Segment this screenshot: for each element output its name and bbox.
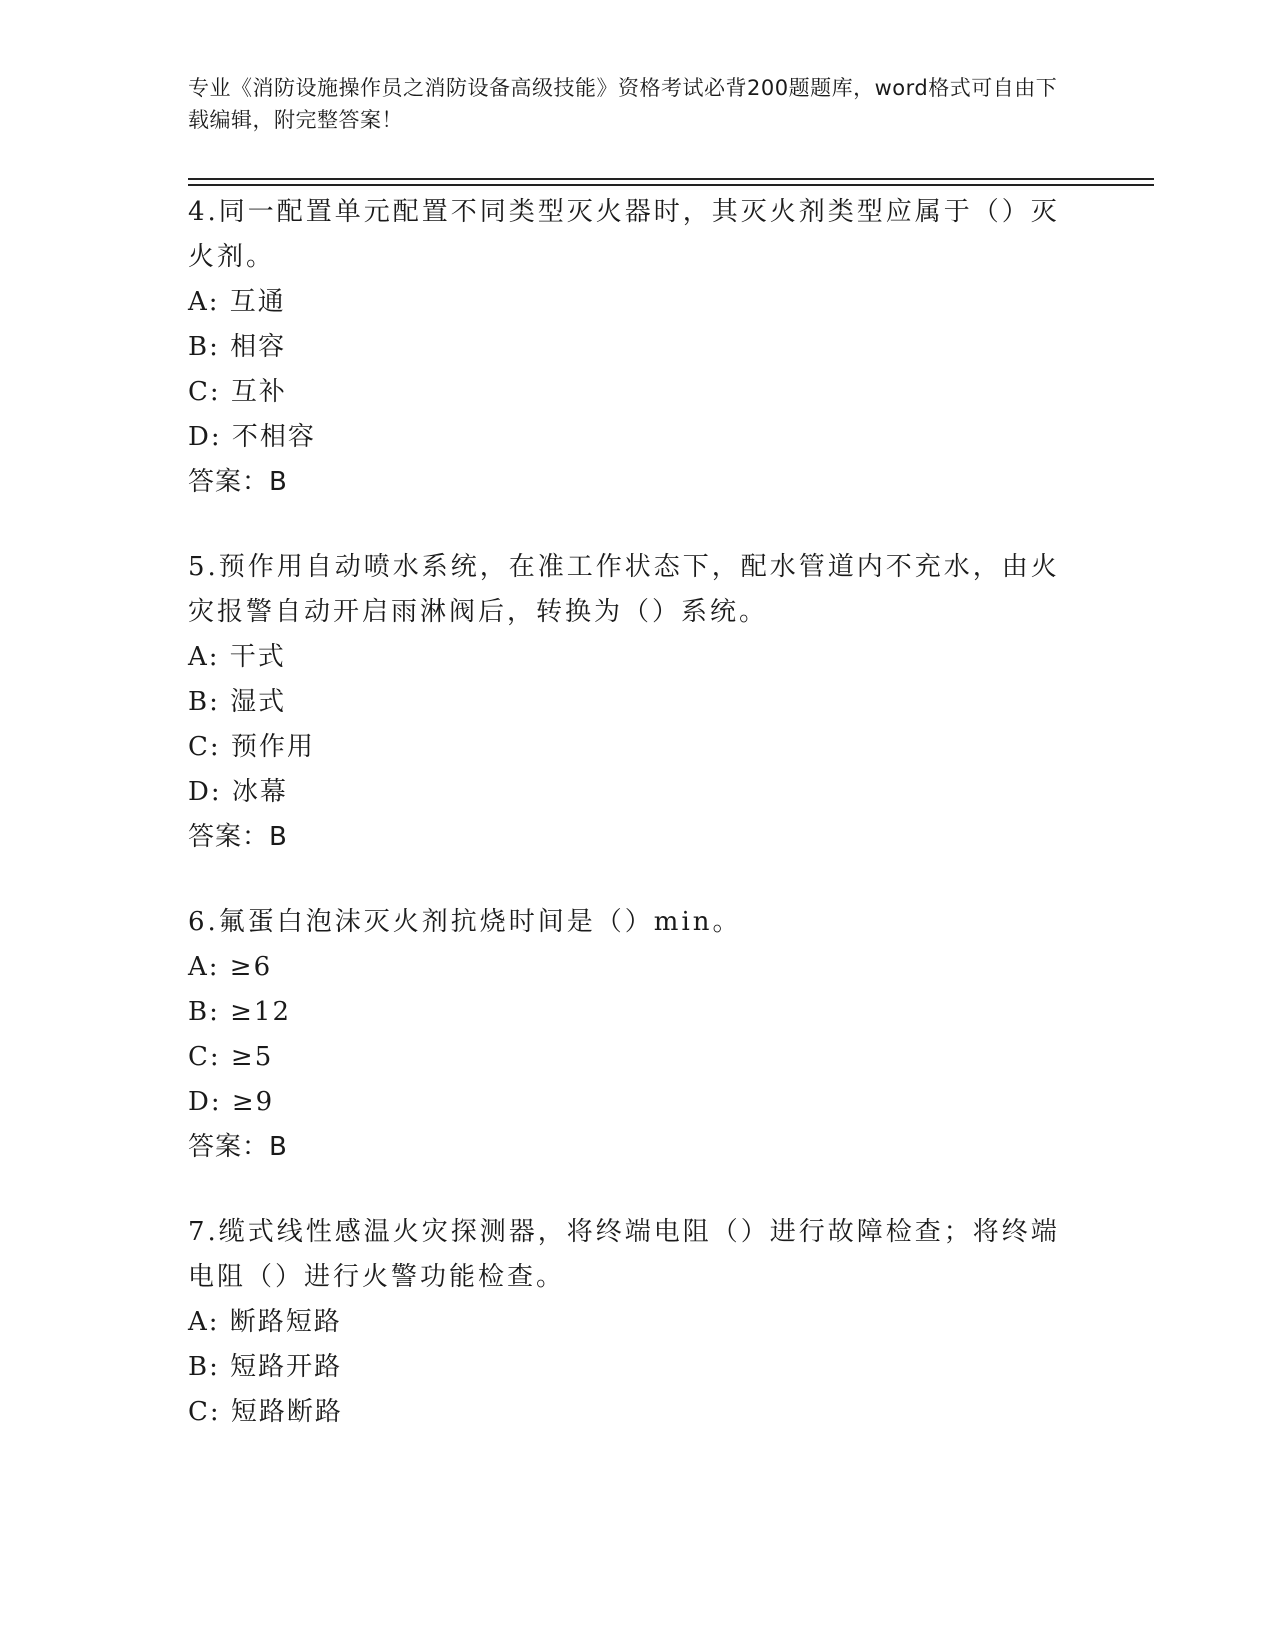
header-note: 专业《消防设施操作员之消防设备高级技能》资格考试必背200题题库，word格式可自由下载编辑，附完整答案！ — [188, 76, 1058, 132]
option-d: D: 冰幕 — [188, 777, 288, 807]
question-4 — [188, 190, 1068, 505]
question-stem: 4.同一配置单元配置不同类型灭火器时，其灭火剂类型应属于（）灭火剂。 — [188, 197, 1060, 272]
answer-line: 答案：B — [188, 822, 288, 852]
question-7 — [188, 1210, 1068, 1435]
option-b: B: 短路开路 — [188, 1352, 343, 1382]
option-a: A: 断路短路 — [188, 1307, 342, 1337]
option-b: B: 湿式 — [188, 687, 287, 717]
question-stem: 5.预作用自动喷水系统，在准工作状态下，配水管道内不充水，由火灾报警自动开启雨淋阀后，转换为（）系统。 — [188, 552, 1060, 627]
question-stem: 6.氟蛋白泡沫灭火剂抗烧时间是（）min。 — [188, 907, 742, 937]
question-6 — [188, 900, 1068, 1170]
option-d: D: ≥9 — [188, 1087, 275, 1117]
option-d: D: 不相容 — [188, 422, 316, 452]
question-5 — [188, 545, 1068, 860]
option-a: A: ≥6 — [188, 952, 273, 982]
option-c: C: ≥5 — [188, 1042, 274, 1072]
header-rule-bottom — [188, 184, 1154, 186]
header-rule-top — [188, 178, 1154, 180]
option-a: A: 干式 — [188, 642, 286, 672]
option-b: B: ≥12 — [188, 997, 291, 1027]
answer-line: 答案：B — [188, 1132, 288, 1162]
option-c: C: 短路断路 — [188, 1397, 343, 1427]
question-stem: 7.缆式线性感温火灾探测器，将终端电阻（）进行故障检查；将终端电阻（）进行火警功能检查。 — [188, 1217, 1060, 1292]
option-c: C: 预作用 — [188, 732, 315, 762]
option-a: A: 互通 — [188, 287, 286, 317]
question-list — [188, 190, 1068, 1475]
option-b: B: 相容 — [188, 332, 287, 362]
answer-line: 答案：B — [188, 467, 288, 497]
option-c: C: 互补 — [188, 377, 287, 407]
